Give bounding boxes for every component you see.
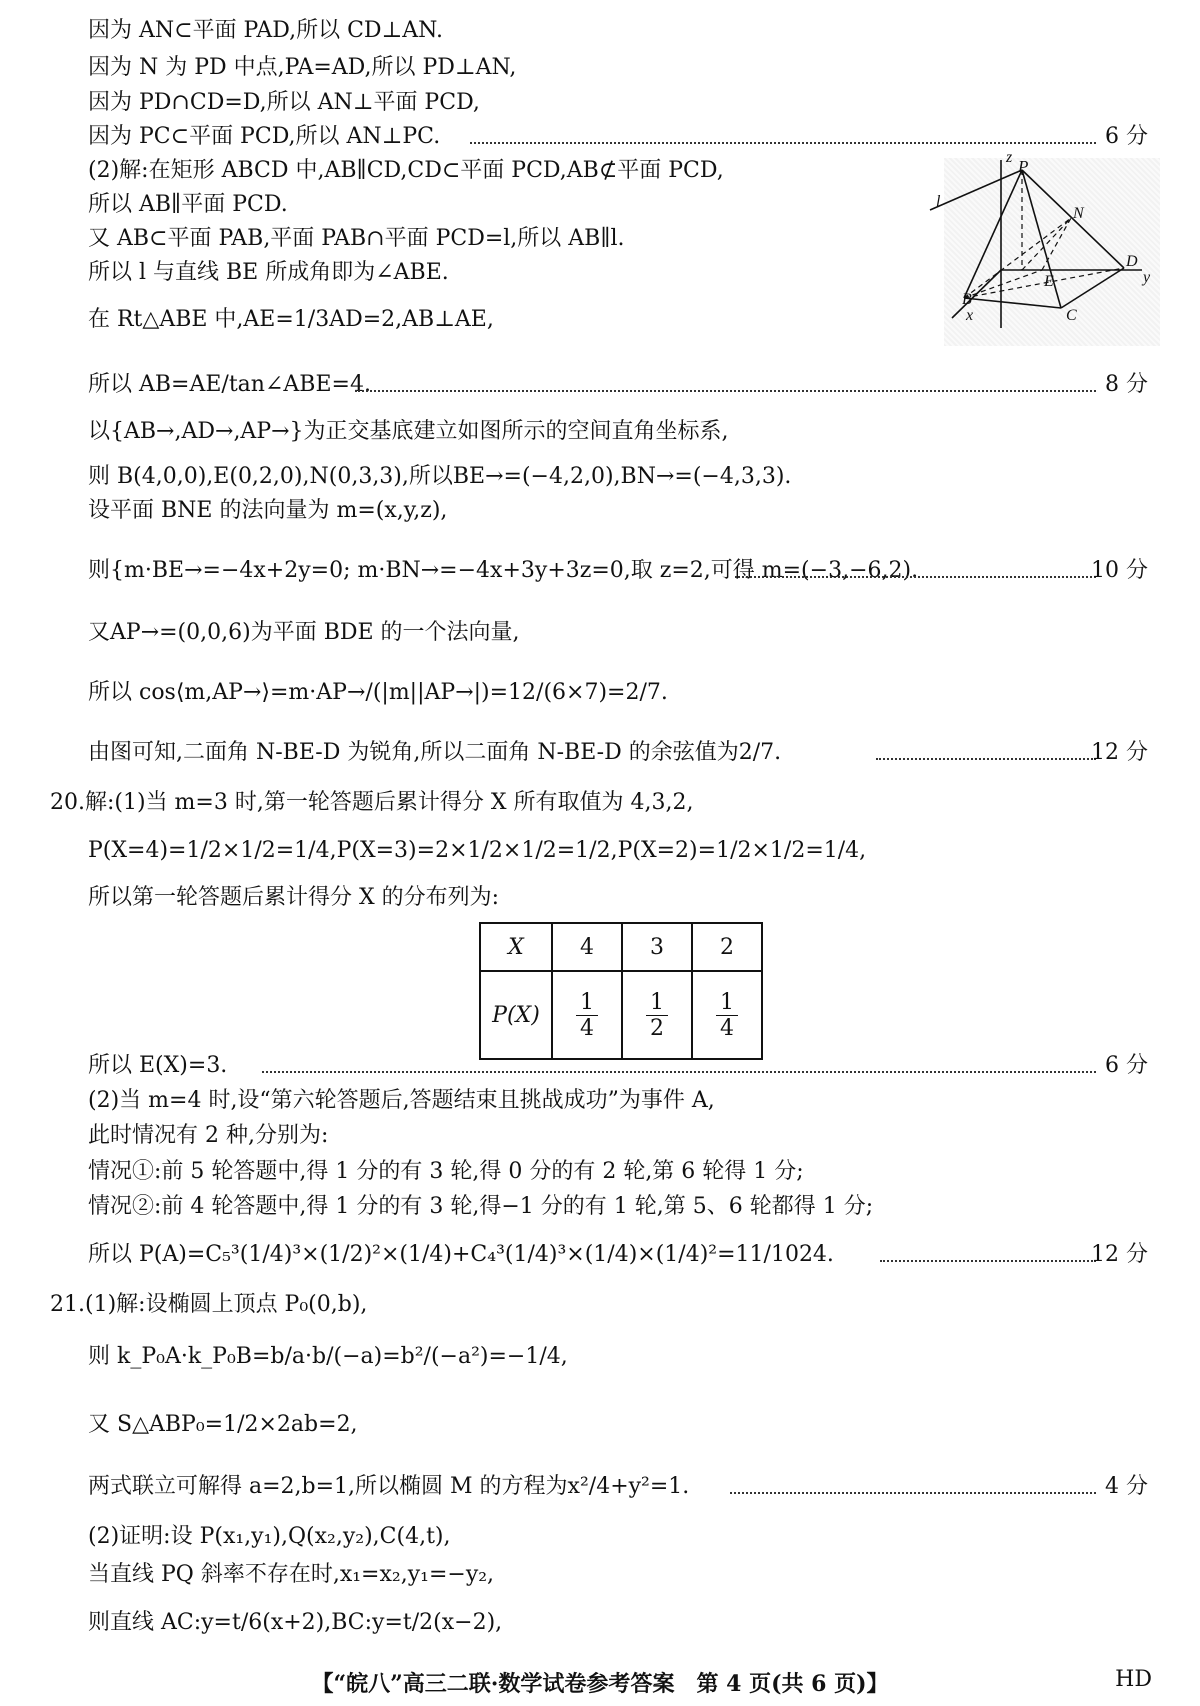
dotted-leader bbox=[730, 1492, 1096, 1494]
label-N: N bbox=[1073, 205, 1084, 222]
text-line: 情况①:前 5 轮答题中,得 1 分的有 3 轮,得 0 分的有 2 轮,第 6 轮得 1 分; bbox=[88, 1159, 804, 1184]
label-D: D bbox=[1126, 253, 1138, 270]
text-line: 因为 N 为 PD 中点,PA=AD,所以 PD⊥AN, bbox=[88, 55, 517, 80]
score-label: 6 分 bbox=[1105, 1053, 1148, 1078]
label-B: B bbox=[962, 291, 972, 308]
text-line: 以{AB→,AD→,AP→}为正交基底建立如图所示的空间直角坐标系, bbox=[88, 419, 729, 444]
seg-BE bbox=[964, 270, 1042, 298]
table-cell: 4 bbox=[552, 923, 622, 971]
text-line: 又AP→=(0,0,6)为平面 BDE 的一个法向量, bbox=[88, 620, 520, 645]
distribution-table bbox=[479, 922, 763, 1060]
table-cell: 2 bbox=[692, 923, 762, 971]
text-line: (2)解:在矩形 ABCD 中,AB∥CD,CD⊂平面 PCD,AB⊄平面 PCD, bbox=[88, 158, 724, 183]
fraction-num: 1 bbox=[646, 990, 668, 1016]
label-P: P bbox=[1018, 157, 1029, 176]
score-label: 8 分 bbox=[1105, 372, 1148, 397]
dotted-leader bbox=[735, 576, 1096, 578]
table-cell: 3 bbox=[622, 923, 692, 971]
pyramid-figure bbox=[936, 149, 1160, 346]
text-line: 因为 AN⊂平面 PAD,所以 CD⊥AN. bbox=[88, 18, 443, 43]
dotted-leader bbox=[262, 1071, 1096, 1073]
edge-PC bbox=[1022, 170, 1061, 308]
text-line: 又 AB⊂平面 PAB,平面 PAB∩平面 PCD=l,所以 AB∥l. bbox=[88, 226, 625, 251]
text-line: 20.解:(1)当 m=3 时,第一轮答题后累计得分 X 所有取值为 4,3,2, bbox=[50, 790, 694, 815]
text-line: 因为 PC⊂平面 PCD,所以 AN⊥PC. bbox=[88, 124, 441, 149]
text-line: 所以 cos⟨m,AP→⟩=m·AP→/(|m||AP→|)=12/(6×7)=2/7. bbox=[88, 680, 668, 705]
score-label: 12 分 bbox=[1091, 740, 1148, 765]
fraction-den: 2 bbox=[650, 1015, 664, 1041]
table-cell bbox=[552, 971, 622, 1059]
text-line: 21.(1)解:设椭圆上顶点 P₀(0,b), bbox=[50, 1292, 368, 1317]
seg-EN bbox=[1042, 218, 1071, 270]
text-line: 则{m·BE→=−4x+2y=0; m·BN→=−4x+3y+3z=0,取 z=2,可得 m=(−3,−6,2). bbox=[88, 558, 919, 583]
text-line: 由图可知,二面角 N-BE-D 为锐角,所以二面角 N-BE-D 的余弦值为2/7. bbox=[88, 740, 782, 765]
dotted-leader bbox=[880, 1260, 1096, 1262]
footer-code: HD bbox=[1115, 1667, 1152, 1692]
text-line: 情况②:前 4 轮答题中,得 1 分的有 3 轮,得−1 分的有 1 轮,第 5、6 轮都得 1 分; bbox=[88, 1194, 874, 1219]
text-line: P(X=4)=1/2×1/2=1/4,P(X=3)=2×1/2×1/2=1/2,P(X=2)=1/2×1/2=1/4, bbox=[88, 838, 867, 863]
table-cell: P(X) bbox=[480, 971, 552, 1059]
score-label: 6 分 bbox=[1105, 124, 1148, 149]
dotted-leader bbox=[355, 390, 1096, 392]
dotted-leader bbox=[876, 758, 1096, 760]
text-line: 在 Rt△ABE 中,AE=1/3AD=2,AB⊥AE, bbox=[88, 307, 494, 332]
fraction-den: 4 bbox=[720, 1015, 734, 1041]
label-E: E bbox=[1044, 273, 1054, 290]
fraction-num: 1 bbox=[716, 990, 738, 1016]
page-footer: 【“皖八”高三二联·数学试卷参考答案 第 4 页(共 6 页)】 bbox=[311, 1671, 889, 1697]
text-line: 所以 l 与直线 BE 所成角即为∠ABE. bbox=[88, 260, 449, 285]
label-C: C bbox=[1066, 307, 1077, 324]
table-cell bbox=[622, 971, 692, 1059]
score-label: 12 分 bbox=[1091, 1242, 1148, 1267]
table-row bbox=[480, 923, 762, 971]
label-l: l bbox=[936, 193, 941, 210]
text-line: 两式联立可解得 a=2,b=1,所以椭圆 M 的方程为x²/4+y²=1. bbox=[88, 1474, 690, 1499]
text-line: 所以第一轮答题后累计得分 X 的分布列为: bbox=[88, 885, 500, 910]
text-line: 此时情况有 2 种,分别为: bbox=[88, 1123, 329, 1148]
score-label: 10 分 bbox=[1091, 558, 1148, 583]
text-line: 则 B(4,0,0),E(0,2,0),N(0,3,3),所以BE→=(−4,2,0),BN→=(−4,3,3). bbox=[88, 464, 792, 489]
label-x: x bbox=[966, 307, 974, 324]
text-line: 所以 E(X)=3. bbox=[88, 1053, 228, 1078]
text-line: 所以 AB=AE/tan∠ABE=4. bbox=[88, 372, 371, 397]
text-line: (2)证明:设 P(x₁,y₁),Q(x₂,y₂),C(4,t), bbox=[88, 1524, 451, 1549]
table-cell: X bbox=[480, 923, 552, 971]
text-line: 因为 PD∩CD=D,所以 AN⊥平面 PCD, bbox=[88, 90, 480, 115]
fraction-num: 1 bbox=[576, 990, 598, 1016]
score-label: 4 分 bbox=[1105, 1474, 1148, 1499]
text-line: (2)当 m=4 时,设“第六轮答题后,答题结束且挑战成功”为事件 A, bbox=[88, 1088, 715, 1113]
text-line: 当直线 PQ 斜率不存在时,x₁=x₂,y₁=−y₂, bbox=[88, 1562, 495, 1587]
dotted-leader bbox=[470, 142, 1096, 144]
line-l bbox=[930, 170, 1022, 210]
pyramid-diagram bbox=[936, 149, 1160, 346]
fraction-den: 4 bbox=[580, 1015, 594, 1041]
text-line: 又 S△ABP₀=1/2×2ab=2, bbox=[88, 1412, 358, 1437]
edge-BC bbox=[964, 298, 1061, 308]
table-cell bbox=[692, 971, 762, 1059]
label-y: y bbox=[1143, 269, 1151, 286]
text-line: 所以 AB∥平面 PCD. bbox=[88, 192, 288, 217]
label-z: z bbox=[1006, 149, 1013, 166]
table-row bbox=[480, 971, 762, 1059]
text-line: 则 k_P₀A·k_P₀B=b/a·b/(−a)=b²/(−a²)=−1/4, bbox=[88, 1344, 568, 1369]
text-line: 设平面 BNE 的法向量为 m=(x,y,z), bbox=[88, 498, 448, 523]
text-line: 所以 P(A)=C₅³(1/4)³×(1/2)²×(1/4)+C₄³(1/4)³×(1/4)×(1/4)²=11/1024. bbox=[88, 1242, 834, 1267]
text-line: 则直线 AC:y=t/6(x+2),BC:y=t/2(x−2), bbox=[88, 1610, 503, 1635]
